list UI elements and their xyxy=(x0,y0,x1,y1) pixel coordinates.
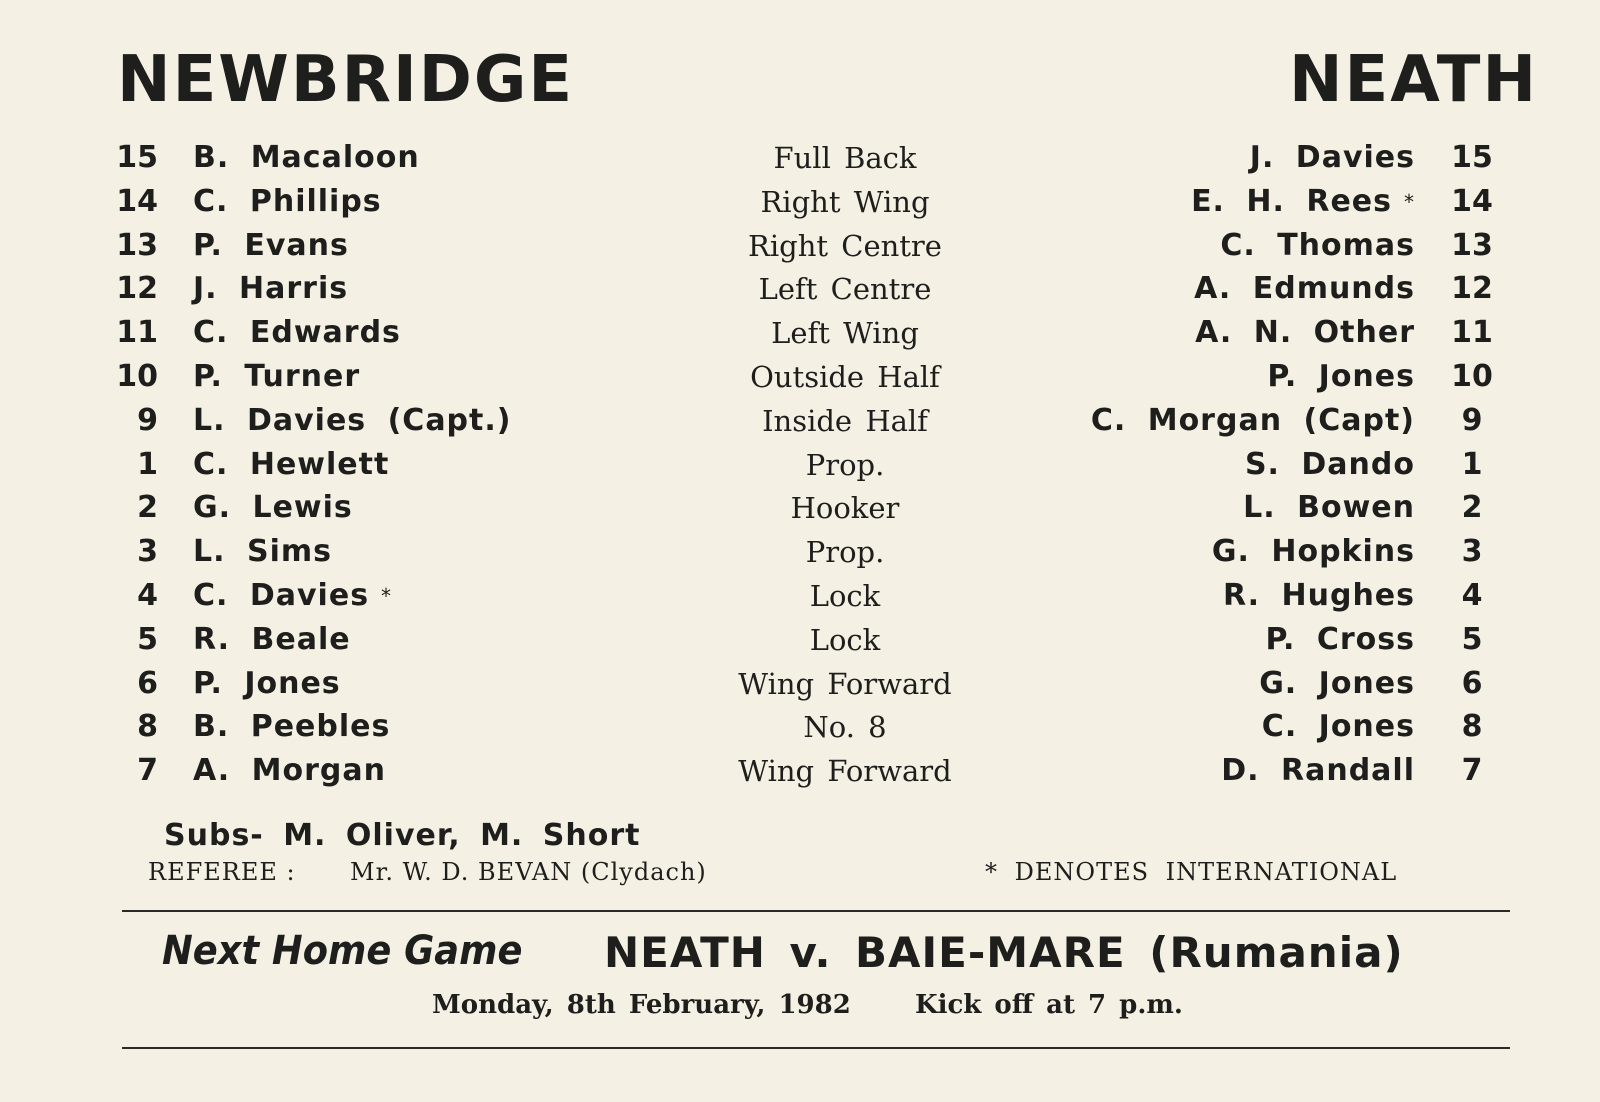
away-player-name-text: C. Morgan (Capt) xyxy=(1090,402,1415,438)
home-player-number: 11 xyxy=(116,315,158,351)
home-player-name-text: P. Jones xyxy=(193,665,341,701)
position-label: No. 8 xyxy=(803,710,887,745)
away-player-number: 15 xyxy=(1451,140,1493,175)
position-label: Lock xyxy=(809,579,881,613)
home-player-name xyxy=(193,311,401,355)
home-player-name xyxy=(193,355,360,399)
lineup-row xyxy=(0,180,1600,224)
home-player-name xyxy=(193,486,353,530)
position-label: Wing Forward xyxy=(738,666,952,701)
home-player-number: 10 xyxy=(116,359,158,394)
home-team-title: NEWBRIDGE xyxy=(117,43,575,117)
position-label: Prop. xyxy=(805,447,885,482)
home-player-name xyxy=(193,662,341,706)
away-player-name-text: R. Hughes xyxy=(1223,578,1415,613)
away-player-number: 13 xyxy=(1451,227,1493,263)
away-player-name-text: P. Cross xyxy=(1265,621,1415,657)
away-player-name xyxy=(1259,662,1415,706)
home-player-name-text: L. Sims xyxy=(193,534,332,570)
next-game-label: Next Home Game xyxy=(162,928,523,974)
lineup-row xyxy=(0,749,1600,793)
home-player-name-text: C. Davies xyxy=(193,578,370,613)
away-player-name-text: A. N. Other xyxy=(1195,315,1415,351)
lineup-row xyxy=(0,224,1600,268)
position-label: Left Centre xyxy=(758,272,932,307)
away-player-number: 8 xyxy=(1461,709,1483,745)
international-marker: * xyxy=(381,584,393,608)
away-player-number: 9 xyxy=(1461,402,1483,438)
home-player-number: 13 xyxy=(116,227,158,263)
away-team-title: NEATH xyxy=(1288,43,1538,117)
lineup-row xyxy=(0,530,1600,574)
home-player-number: 6 xyxy=(137,665,158,701)
next-game-match: NEATH v. BAIE-MARE (Rumania) xyxy=(604,928,1404,977)
home-player-name-text: B. Macaloon xyxy=(193,140,420,175)
home-player-number: 8 xyxy=(137,709,158,745)
position-label: Left Wing xyxy=(771,316,919,351)
home-player-name xyxy=(193,443,389,487)
home-player-name-text: R. Beale xyxy=(193,621,351,657)
home-player-name-text: C. Hewlett xyxy=(193,446,390,482)
away-player-name xyxy=(1212,530,1415,574)
home-player-number: 7 xyxy=(137,753,158,789)
international-note: * DENOTES INTERNATIONAL xyxy=(985,858,1398,886)
divider-top xyxy=(122,910,1510,912)
away-player-name-text: A. Edmunds xyxy=(1194,271,1415,307)
away-player-name xyxy=(1191,180,1415,224)
referee-label: REFEREE : xyxy=(148,858,296,886)
lineup-row xyxy=(0,705,1600,749)
lineup-row xyxy=(0,311,1600,355)
home-player-name-text: J. Harris xyxy=(193,271,349,307)
away-player-number: 3 xyxy=(1461,534,1483,570)
away-player-name xyxy=(1221,749,1415,793)
away-player-number: 10 xyxy=(1451,359,1493,394)
away-player-number: 2 xyxy=(1461,490,1483,526)
home-player-number: 1 xyxy=(137,446,158,482)
away-player-number: 6 xyxy=(1461,665,1483,701)
away-player-name-text: C. Jones xyxy=(1261,709,1415,745)
lineup-row xyxy=(0,662,1600,706)
position-label: Prop. xyxy=(805,535,885,570)
lineup-row xyxy=(0,267,1600,311)
home-player-name xyxy=(193,136,420,180)
home-player-name-text: P. Turner xyxy=(193,359,361,394)
lineup-row xyxy=(0,486,1600,530)
home-player-name xyxy=(193,399,511,443)
position-label: Right Wing xyxy=(760,184,930,219)
home-player-number: 5 xyxy=(137,621,158,657)
home-player-name xyxy=(193,749,386,793)
home-player-name xyxy=(193,618,351,662)
away-player-name-text: D. Randall xyxy=(1221,753,1415,789)
home-player-number: 2 xyxy=(137,490,158,526)
away-player-name-text: S. Dando xyxy=(1244,446,1415,482)
international-marker: * xyxy=(1404,189,1415,214)
home-player-number: 12 xyxy=(116,271,158,307)
home-player-number: 3 xyxy=(137,534,158,570)
away-player-name-text: E. H. Rees xyxy=(1191,183,1392,219)
home-player-number: 14 xyxy=(116,183,158,219)
away-player-name-text: J. Davies xyxy=(1249,140,1415,175)
home-player-name xyxy=(193,224,349,268)
away-player-number: 7 xyxy=(1461,753,1483,789)
lineup-row xyxy=(0,443,1600,487)
away-player-number: 11 xyxy=(1451,315,1493,351)
away-player-number: 4 xyxy=(1461,578,1483,613)
divider-bottom xyxy=(122,1047,1510,1049)
lineup-row xyxy=(0,574,1600,618)
lineup-row xyxy=(0,136,1600,180)
away-player-name xyxy=(1220,224,1415,268)
away-player-name-text: G. Jones xyxy=(1259,665,1415,701)
lineup-row xyxy=(0,399,1600,443)
home-player-name-text: G. Lewis xyxy=(193,490,353,526)
away-player-name-text: G. Hopkins xyxy=(1211,534,1415,570)
away-player-name xyxy=(1266,618,1415,662)
away-player-number: 14 xyxy=(1451,183,1493,219)
lineup-row xyxy=(0,355,1600,399)
home-player-name xyxy=(193,267,348,311)
away-player-name xyxy=(1194,267,1415,311)
home-player-number: 15 xyxy=(116,140,158,175)
position-label: Outside Half xyxy=(750,360,940,394)
away-player-name xyxy=(1223,574,1415,618)
home-player-name-text: C. Phillips xyxy=(193,183,382,219)
home-player-number: 4 xyxy=(137,578,158,613)
position-label: Inside Half xyxy=(762,403,928,438)
away-player-number: 12 xyxy=(1451,271,1493,307)
home-player-name-text: L. Davies (Capt.) xyxy=(193,402,512,438)
home-player-name xyxy=(193,705,390,749)
away-player-number: 5 xyxy=(1461,621,1483,657)
home-player-name-text: A. Morgan xyxy=(193,753,386,789)
away-player-name xyxy=(1250,136,1415,180)
home-player-name-text: B. Peebles xyxy=(193,709,391,745)
home-player-name xyxy=(193,530,332,574)
referee-name: Mr. W. D. BEVAN (Clydach) xyxy=(350,858,707,886)
away-player-name xyxy=(1091,399,1415,443)
next-game-date: Monday, 8th February, 1982 xyxy=(432,990,851,1020)
position-label: Right Centre xyxy=(748,228,942,263)
home-player-name-text: C. Edwards xyxy=(193,315,401,351)
home-player-number: 9 xyxy=(137,402,158,438)
away-player-name-text: C. Thomas xyxy=(1220,227,1415,263)
away-player-name xyxy=(1262,705,1415,749)
position-label: Lock xyxy=(809,622,881,657)
lineup-row xyxy=(0,618,1600,662)
home-player-name xyxy=(193,180,382,224)
substitutes-line: Subs- M. Oliver, M. Short xyxy=(164,818,641,853)
away-player-name xyxy=(1243,486,1415,530)
position-label: Wing Forward xyxy=(738,754,952,789)
home-player-name-text: P. Evans xyxy=(193,227,349,263)
home-player-name xyxy=(193,574,392,618)
position-label: Hooker xyxy=(790,491,900,526)
next-game-kickoff: Kick off at 7 p.m. xyxy=(915,990,1183,1020)
position-label: Full Back xyxy=(773,141,917,175)
away-player-name xyxy=(1195,311,1415,355)
away-player-name xyxy=(1245,443,1415,487)
away-player-number: 1 xyxy=(1461,446,1483,482)
away-player-name-text: L. Bowen xyxy=(1243,490,1415,526)
away-player-name-text: P. Jones xyxy=(1267,359,1415,394)
away-player-name xyxy=(1267,355,1415,399)
